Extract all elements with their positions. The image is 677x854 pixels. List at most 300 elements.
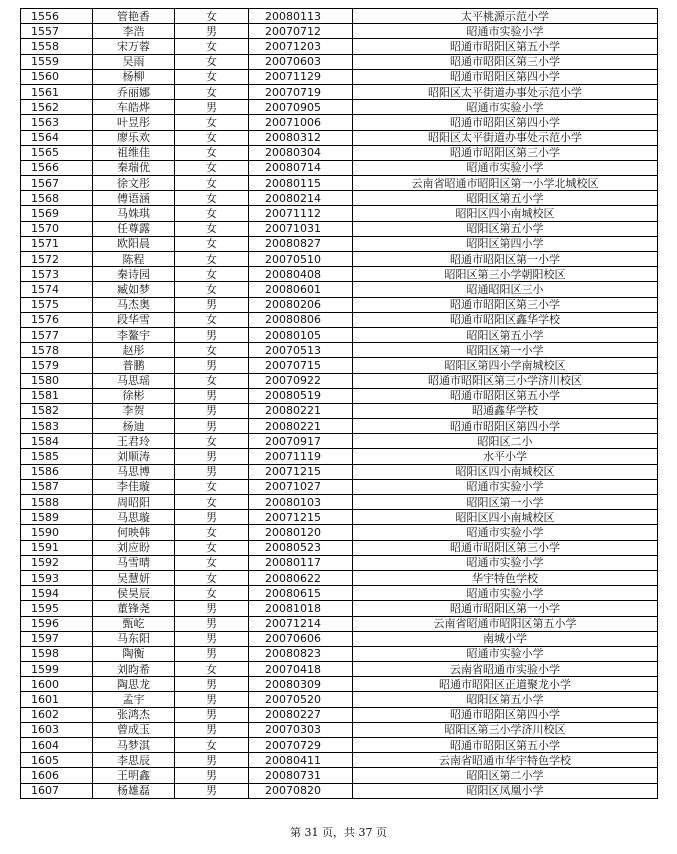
page-number: 第 31 页，共 37 页	[290, 826, 387, 839]
school-name-cell: 昭通市昭阳区第三小学	[353, 145, 658, 160]
birth-date-cell: 20080601	[249, 282, 353, 297]
gender-cell: 男	[175, 753, 249, 768]
table-row	[21, 738, 658, 753]
school-name-cell: 昭通市实验小学	[353, 479, 658, 494]
student-name-cell: 曾成玉	[93, 722, 175, 737]
student-name-cell: 李浩	[93, 24, 175, 39]
birth-date-cell: 20080113	[249, 9, 353, 24]
student-name-cell: 陶思龙	[93, 677, 175, 692]
student-name-cell: 祖维佳	[93, 145, 175, 160]
row-number-cell: 1563	[21, 115, 93, 130]
gender-cell: 女	[175, 525, 249, 540]
birth-date-cell: 20070905	[249, 100, 353, 115]
birth-date-cell: 20080120	[249, 525, 353, 540]
row-number-cell: 1579	[21, 358, 93, 373]
table-row	[21, 449, 658, 464]
school-name-cell: 华宇特色学校	[353, 570, 658, 585]
gender-cell: 女	[175, 84, 249, 99]
row-number-cell: 1593	[21, 570, 93, 585]
school-name-cell: 昭阳区第三小学济川校区	[353, 722, 658, 737]
table-row	[21, 525, 658, 540]
student-name-cell: 马思博	[93, 464, 175, 479]
table-row	[21, 586, 658, 601]
student-name-cell: 马杰奥	[93, 297, 175, 312]
gender-cell: 女	[175, 267, 249, 282]
school-name-cell: 昭通市昭阳区正道聚龙小学	[353, 677, 658, 692]
gender-cell: 男	[175, 646, 249, 661]
gender-cell: 女	[175, 115, 249, 130]
school-name-cell: 昭通市实验小学	[353, 100, 658, 115]
birth-date-cell: 20080105	[249, 327, 353, 342]
birth-date-cell: 20071006	[249, 115, 353, 130]
student-name-cell: 陶衡	[93, 646, 175, 661]
gender-cell: 女	[175, 343, 249, 358]
row-number-cell: 1565	[21, 145, 93, 160]
table-row	[21, 221, 658, 236]
school-name-cell: 昭阳区四小南城校区	[353, 464, 658, 479]
school-name-cell: 昭通市昭阳区第一小学	[353, 252, 658, 267]
school-name-cell: 昭通鑫华学校	[353, 403, 658, 418]
birth-date-cell: 20070418	[249, 662, 353, 677]
birth-date-cell: 20080221	[249, 403, 353, 418]
table-row	[21, 631, 658, 646]
birth-date-cell: 20080221	[249, 419, 353, 434]
row-number-cell: 1596	[21, 616, 93, 631]
gender-cell: 男	[175, 403, 249, 418]
gender-cell: 女	[175, 191, 249, 206]
row-number-cell: 1585	[21, 449, 93, 464]
gender-cell: 女	[175, 130, 249, 145]
row-number-cell: 1602	[21, 707, 93, 722]
birth-date-cell: 20080103	[249, 495, 353, 510]
row-number-cell: 1592	[21, 555, 93, 570]
row-number-cell: 1603	[21, 722, 93, 737]
table-row	[21, 677, 658, 692]
table-row	[21, 160, 658, 175]
table-row	[21, 753, 658, 768]
school-name-cell: 昭阳区太平街道办事处示范小学	[353, 84, 658, 99]
table-row	[21, 495, 658, 510]
gender-cell: 男	[175, 707, 249, 722]
table-row	[21, 343, 658, 358]
school-name-cell: 昭阳区四小南城校区	[353, 510, 658, 525]
gender-cell: 女	[175, 434, 249, 449]
table-row	[21, 100, 658, 115]
school-name-cell: 云南省昭通市昭阳区第五小学	[353, 616, 658, 631]
birth-date-cell: 20071031	[249, 221, 353, 236]
gender-cell: 男	[175, 24, 249, 39]
table-row	[21, 540, 658, 555]
table-row	[21, 692, 658, 707]
gender-cell: 男	[175, 449, 249, 464]
student-name-cell: 秦瑞优	[93, 160, 175, 175]
table-row	[21, 373, 658, 388]
gender-cell: 男	[175, 464, 249, 479]
birth-date-cell: 20080806	[249, 312, 353, 327]
gender-cell: 女	[175, 282, 249, 297]
student-name-cell: 刘昀希	[93, 662, 175, 677]
birth-date-cell: 20081018	[249, 601, 353, 616]
row-number-cell: 1588	[21, 495, 93, 510]
table-row	[21, 297, 658, 312]
row-number-cell: 1577	[21, 327, 93, 342]
row-number-cell: 1594	[21, 586, 93, 601]
row-number-cell: 1570	[21, 221, 93, 236]
gender-cell: 女	[175, 540, 249, 555]
birth-date-cell: 20070917	[249, 434, 353, 449]
school-name-cell: 昭通市实验小学	[353, 24, 658, 39]
school-name-cell: 昭通市实验小学	[353, 160, 658, 175]
row-number-cell: 1591	[21, 540, 93, 555]
row-number-cell: 1576	[21, 312, 93, 327]
student-name-cell: 王君玲	[93, 434, 175, 449]
birth-date-cell: 20080115	[249, 176, 353, 191]
school-name-cell: 昭阳区第五小学	[353, 191, 658, 206]
student-name-cell: 甄屹	[93, 616, 175, 631]
birth-date-cell: 20070820	[249, 783, 353, 798]
birth-date-cell: 20071215	[249, 464, 353, 479]
row-number-cell: 1598	[21, 646, 93, 661]
row-number-cell: 1561	[21, 84, 93, 99]
school-name-cell: 昭阳区二小	[353, 434, 658, 449]
school-name-cell: 昭阳区凤凰小学	[353, 783, 658, 798]
row-number-cell: 1560	[21, 69, 93, 84]
school-name-cell: 昭通市昭阳区第五小学	[353, 388, 658, 403]
school-name-cell: 水平小学	[353, 449, 658, 464]
school-name-cell: 昭通市昭阳区第三小学	[353, 540, 658, 555]
gender-cell: 男	[175, 100, 249, 115]
table-row	[21, 722, 658, 737]
student-name-cell: 李贺	[93, 403, 175, 418]
row-number-cell: 1599	[21, 662, 93, 677]
gender-cell: 女	[175, 555, 249, 570]
birth-date-cell: 20070719	[249, 84, 353, 99]
table-row	[21, 570, 658, 585]
gender-cell: 男	[175, 768, 249, 783]
school-name-cell: 昭通市昭阳区第四小学	[353, 115, 658, 130]
gender-cell: 女	[175, 221, 249, 236]
student-name-cell: 吴雨	[93, 54, 175, 69]
row-number-cell: 1590	[21, 525, 93, 540]
student-name-cell: 侯昊辰	[93, 586, 175, 601]
birth-date-cell: 20080615	[249, 586, 353, 601]
student-name-cell: 徐文彤	[93, 176, 175, 191]
birth-date-cell: 20080411	[249, 753, 353, 768]
table-row	[21, 24, 658, 39]
student-name-cell: 李佳璇	[93, 479, 175, 494]
school-name-cell: 昭通市昭阳区第一小学	[353, 601, 658, 616]
gender-cell: 男	[175, 510, 249, 525]
row-number-cell: 1569	[21, 206, 93, 221]
table-row	[21, 236, 658, 251]
birth-date-cell: 20070715	[249, 358, 353, 373]
student-name-cell: 普鹏	[93, 358, 175, 373]
birth-date-cell: 20071214	[249, 616, 353, 631]
birth-date-cell: 20070513	[249, 343, 353, 358]
table-row	[21, 616, 658, 631]
school-name-cell: 昭通市昭阳区第三小学	[353, 297, 658, 312]
birth-date-cell: 20080309	[249, 677, 353, 692]
school-name-cell: 昭阳区第四小学南城校区	[353, 358, 658, 373]
student-name-cell: 吴慧妍	[93, 570, 175, 585]
table-row	[21, 252, 658, 267]
student-name-cell: 孟宇	[93, 692, 175, 707]
student-name-cell: 赵彤	[93, 343, 175, 358]
student-name-cell: 杨迪	[93, 419, 175, 434]
birth-date-cell: 20071119	[249, 449, 353, 464]
gender-cell: 女	[175, 495, 249, 510]
gender-cell: 男	[175, 692, 249, 707]
row-number-cell: 1571	[21, 236, 93, 251]
row-number-cell: 1573	[21, 267, 93, 282]
student-name-cell: 周昭阳	[93, 495, 175, 510]
gender-cell: 女	[175, 373, 249, 388]
gender-cell: 男	[175, 327, 249, 342]
student-name-cell: 杨柳	[93, 69, 175, 84]
row-number-cell: 1558	[21, 39, 93, 54]
birth-date-cell: 20071215	[249, 510, 353, 525]
row-number-cell: 1600	[21, 677, 93, 692]
row-number-cell: 1584	[21, 434, 93, 449]
table-row	[21, 419, 658, 434]
student-name-cell: 段华雪	[93, 312, 175, 327]
table-row	[21, 312, 658, 327]
row-number-cell: 1566	[21, 160, 93, 175]
table-row	[21, 646, 658, 661]
school-name-cell: 昭通市昭阳区第四小学	[353, 419, 658, 434]
gender-cell: 女	[175, 176, 249, 191]
row-number-cell: 1559	[21, 54, 93, 69]
student-name-cell: 马姝琪	[93, 206, 175, 221]
row-number-cell: 1583	[21, 419, 93, 434]
table-row	[21, 510, 658, 525]
birth-date-cell: 20071112	[249, 206, 353, 221]
gender-cell: 女	[175, 145, 249, 160]
row-number-cell: 1606	[21, 768, 93, 783]
student-name-cell: 李思辰	[93, 753, 175, 768]
birth-date-cell: 20080714	[249, 160, 353, 175]
school-name-cell: 昭阳区第二小学	[353, 768, 658, 783]
school-name-cell: 太平桃源示范小学	[353, 9, 658, 24]
row-number-cell: 1556	[21, 9, 93, 24]
table-row	[21, 9, 658, 24]
school-name-cell: 昭阳区第三小学朝阳校区	[353, 267, 658, 282]
gender-cell: 男	[175, 722, 249, 737]
row-number-cell: 1575	[21, 297, 93, 312]
birth-date-cell: 20070922	[249, 373, 353, 388]
school-name-cell: 昭通市昭阳区第三小学济川校区	[353, 373, 658, 388]
student-name-cell: 李鳌宇	[93, 327, 175, 342]
school-name-cell: 昭阳区第一小学	[353, 495, 658, 510]
gender-cell: 女	[175, 738, 249, 753]
school-name-cell: 昭阳区第五小学	[353, 327, 658, 342]
gender-cell: 女	[175, 39, 249, 54]
gender-cell: 女	[175, 570, 249, 585]
student-name-cell: 马梦淇	[93, 738, 175, 753]
table-row	[21, 191, 658, 206]
student-roster-table	[20, 8, 658, 799]
birth-date-cell: 20071203	[249, 39, 353, 54]
table-row	[21, 115, 658, 130]
table-row	[21, 84, 658, 99]
school-name-cell: 云南省昭通市华宇特色学校	[353, 753, 658, 768]
table-row	[21, 768, 658, 783]
birth-date-cell: 20070606	[249, 631, 353, 646]
gender-cell: 男	[175, 783, 249, 798]
student-name-cell: 张鸿杰	[93, 707, 175, 722]
student-name-cell: 叶昱彤	[93, 115, 175, 130]
gender-cell: 女	[175, 236, 249, 251]
school-name-cell: 云南省昭通市实验小学	[353, 662, 658, 677]
gender-cell: 男	[175, 616, 249, 631]
gender-cell: 男	[175, 297, 249, 312]
row-number-cell: 1601	[21, 692, 93, 707]
student-name-cell: 陈程	[93, 252, 175, 267]
gender-cell: 女	[175, 312, 249, 327]
student-name-cell: 马思瑶	[93, 373, 175, 388]
school-name-cell: 昭通市昭阳区鑫华学校	[353, 312, 658, 327]
school-name-cell: 昭通市实验小学	[353, 555, 658, 570]
student-name-cell: 管艳香	[93, 9, 175, 24]
birth-date-cell: 20080408	[249, 267, 353, 282]
school-name-cell: 昭阳区第五小学	[353, 221, 658, 236]
gender-cell: 男	[175, 631, 249, 646]
row-number-cell: 1572	[21, 252, 93, 267]
row-number-cell: 1574	[21, 282, 93, 297]
roster-body	[21, 9, 658, 799]
student-name-cell: 傅语涵	[93, 191, 175, 206]
table-row	[21, 601, 658, 616]
row-number-cell: 1605	[21, 753, 93, 768]
birth-date-cell: 20070729	[249, 738, 353, 753]
table-row	[21, 388, 658, 403]
school-name-cell: 昭通市昭阳区第三小学	[353, 54, 658, 69]
table-row	[21, 434, 658, 449]
student-name-cell: 任尊露	[93, 221, 175, 236]
table-row	[21, 464, 658, 479]
row-number-cell: 1581	[21, 388, 93, 403]
row-number-cell: 1597	[21, 631, 93, 646]
birth-date-cell: 20071129	[249, 69, 353, 84]
table-row	[21, 145, 658, 160]
gender-cell: 女	[175, 9, 249, 24]
birth-date-cell: 20070603	[249, 54, 353, 69]
school-name-cell: 云南省昭通市昭阳区第一小学北城校区	[353, 176, 658, 191]
row-number-cell: 1589	[21, 510, 93, 525]
birth-date-cell: 20080731	[249, 768, 353, 783]
gender-cell: 女	[175, 160, 249, 175]
school-name-cell: 昭通市实验小学	[353, 525, 658, 540]
student-name-cell: 刘顺涛	[93, 449, 175, 464]
table-row	[21, 69, 658, 84]
gender-cell: 男	[175, 677, 249, 692]
row-number-cell: 1568	[21, 191, 93, 206]
gender-cell: 女	[175, 586, 249, 601]
gender-cell: 男	[175, 388, 249, 403]
student-name-cell: 臧如梦	[93, 282, 175, 297]
row-number-cell: 1578	[21, 343, 93, 358]
student-name-cell: 马雪晴	[93, 555, 175, 570]
gender-cell: 女	[175, 206, 249, 221]
birth-date-cell: 20080304	[249, 145, 353, 160]
gender-cell: 女	[175, 54, 249, 69]
student-name-cell: 马东阳	[93, 631, 175, 646]
gender-cell: 男	[175, 419, 249, 434]
school-name-cell: 昭通市昭阳区第五小学	[353, 738, 658, 753]
school-name-cell: 昭阳区第四小学	[353, 236, 658, 251]
school-name-cell: 昭通昭阳区三小	[353, 282, 658, 297]
row-number-cell: 1607	[21, 783, 93, 798]
birth-date-cell: 20071027	[249, 479, 353, 494]
gender-cell: 男	[175, 601, 249, 616]
row-number-cell: 1557	[21, 24, 93, 39]
row-number-cell: 1567	[21, 176, 93, 191]
school-name-cell: 昭通市昭阳区第四小学	[353, 69, 658, 84]
school-name-cell: 昭通市昭阳区第四小学	[353, 707, 658, 722]
row-number-cell: 1582	[21, 403, 93, 418]
table-row	[21, 403, 658, 418]
table-row	[21, 707, 658, 722]
birth-date-cell: 20080622	[249, 570, 353, 585]
student-name-cell: 乔丽娜	[93, 84, 175, 99]
row-number-cell: 1586	[21, 464, 93, 479]
student-name-cell: 马思璇	[93, 510, 175, 525]
birth-date-cell: 20080227	[249, 707, 353, 722]
table-row	[21, 783, 658, 798]
table-row	[21, 358, 658, 373]
birth-date-cell: 20070520	[249, 692, 353, 707]
table-row	[21, 206, 658, 221]
school-name-cell: 昭阳区太平街道办事处示范小学	[353, 130, 658, 145]
school-name-cell: 南城小学	[353, 631, 658, 646]
birth-date-cell: 20080823	[249, 646, 353, 661]
birth-date-cell: 20080523	[249, 540, 353, 555]
table-row	[21, 282, 658, 297]
birth-date-cell: 20080519	[249, 388, 353, 403]
student-name-cell: 秦诗园	[93, 267, 175, 282]
student-name-cell: 廖乐欢	[93, 130, 175, 145]
birth-date-cell: 20080827	[249, 236, 353, 251]
row-number-cell: 1564	[21, 130, 93, 145]
student-name-cell: 王明鑫	[93, 768, 175, 783]
table-row	[21, 176, 658, 191]
row-number-cell: 1587	[21, 479, 93, 494]
table-row	[21, 39, 658, 54]
student-name-cell: 欧阳晨	[93, 236, 175, 251]
student-name-cell: 董锋尧	[93, 601, 175, 616]
table-row	[21, 555, 658, 570]
birth-date-cell: 20070303	[249, 722, 353, 737]
school-name-cell: 昭通市昭阳区第五小学	[353, 39, 658, 54]
school-name-cell: 昭通市实验小学	[353, 646, 658, 661]
row-number-cell: 1562	[21, 100, 93, 115]
row-number-cell: 1604	[21, 738, 93, 753]
student-name-cell: 宋万蓉	[93, 39, 175, 54]
birth-date-cell: 20080312	[249, 130, 353, 145]
student-name-cell: 刘应盼	[93, 540, 175, 555]
table-row	[21, 662, 658, 677]
birth-date-cell: 20080214	[249, 191, 353, 206]
table-row	[21, 54, 658, 69]
row-number-cell: 1595	[21, 601, 93, 616]
student-name-cell: 徐彬	[93, 388, 175, 403]
school-name-cell: 昭通市实验小学	[353, 586, 658, 601]
school-name-cell: 昭阳区第五小学	[353, 692, 658, 707]
table-row	[21, 130, 658, 145]
gender-cell: 女	[175, 252, 249, 267]
birth-date-cell: 20080206	[249, 297, 353, 312]
student-name-cell: 何映韩	[93, 525, 175, 540]
